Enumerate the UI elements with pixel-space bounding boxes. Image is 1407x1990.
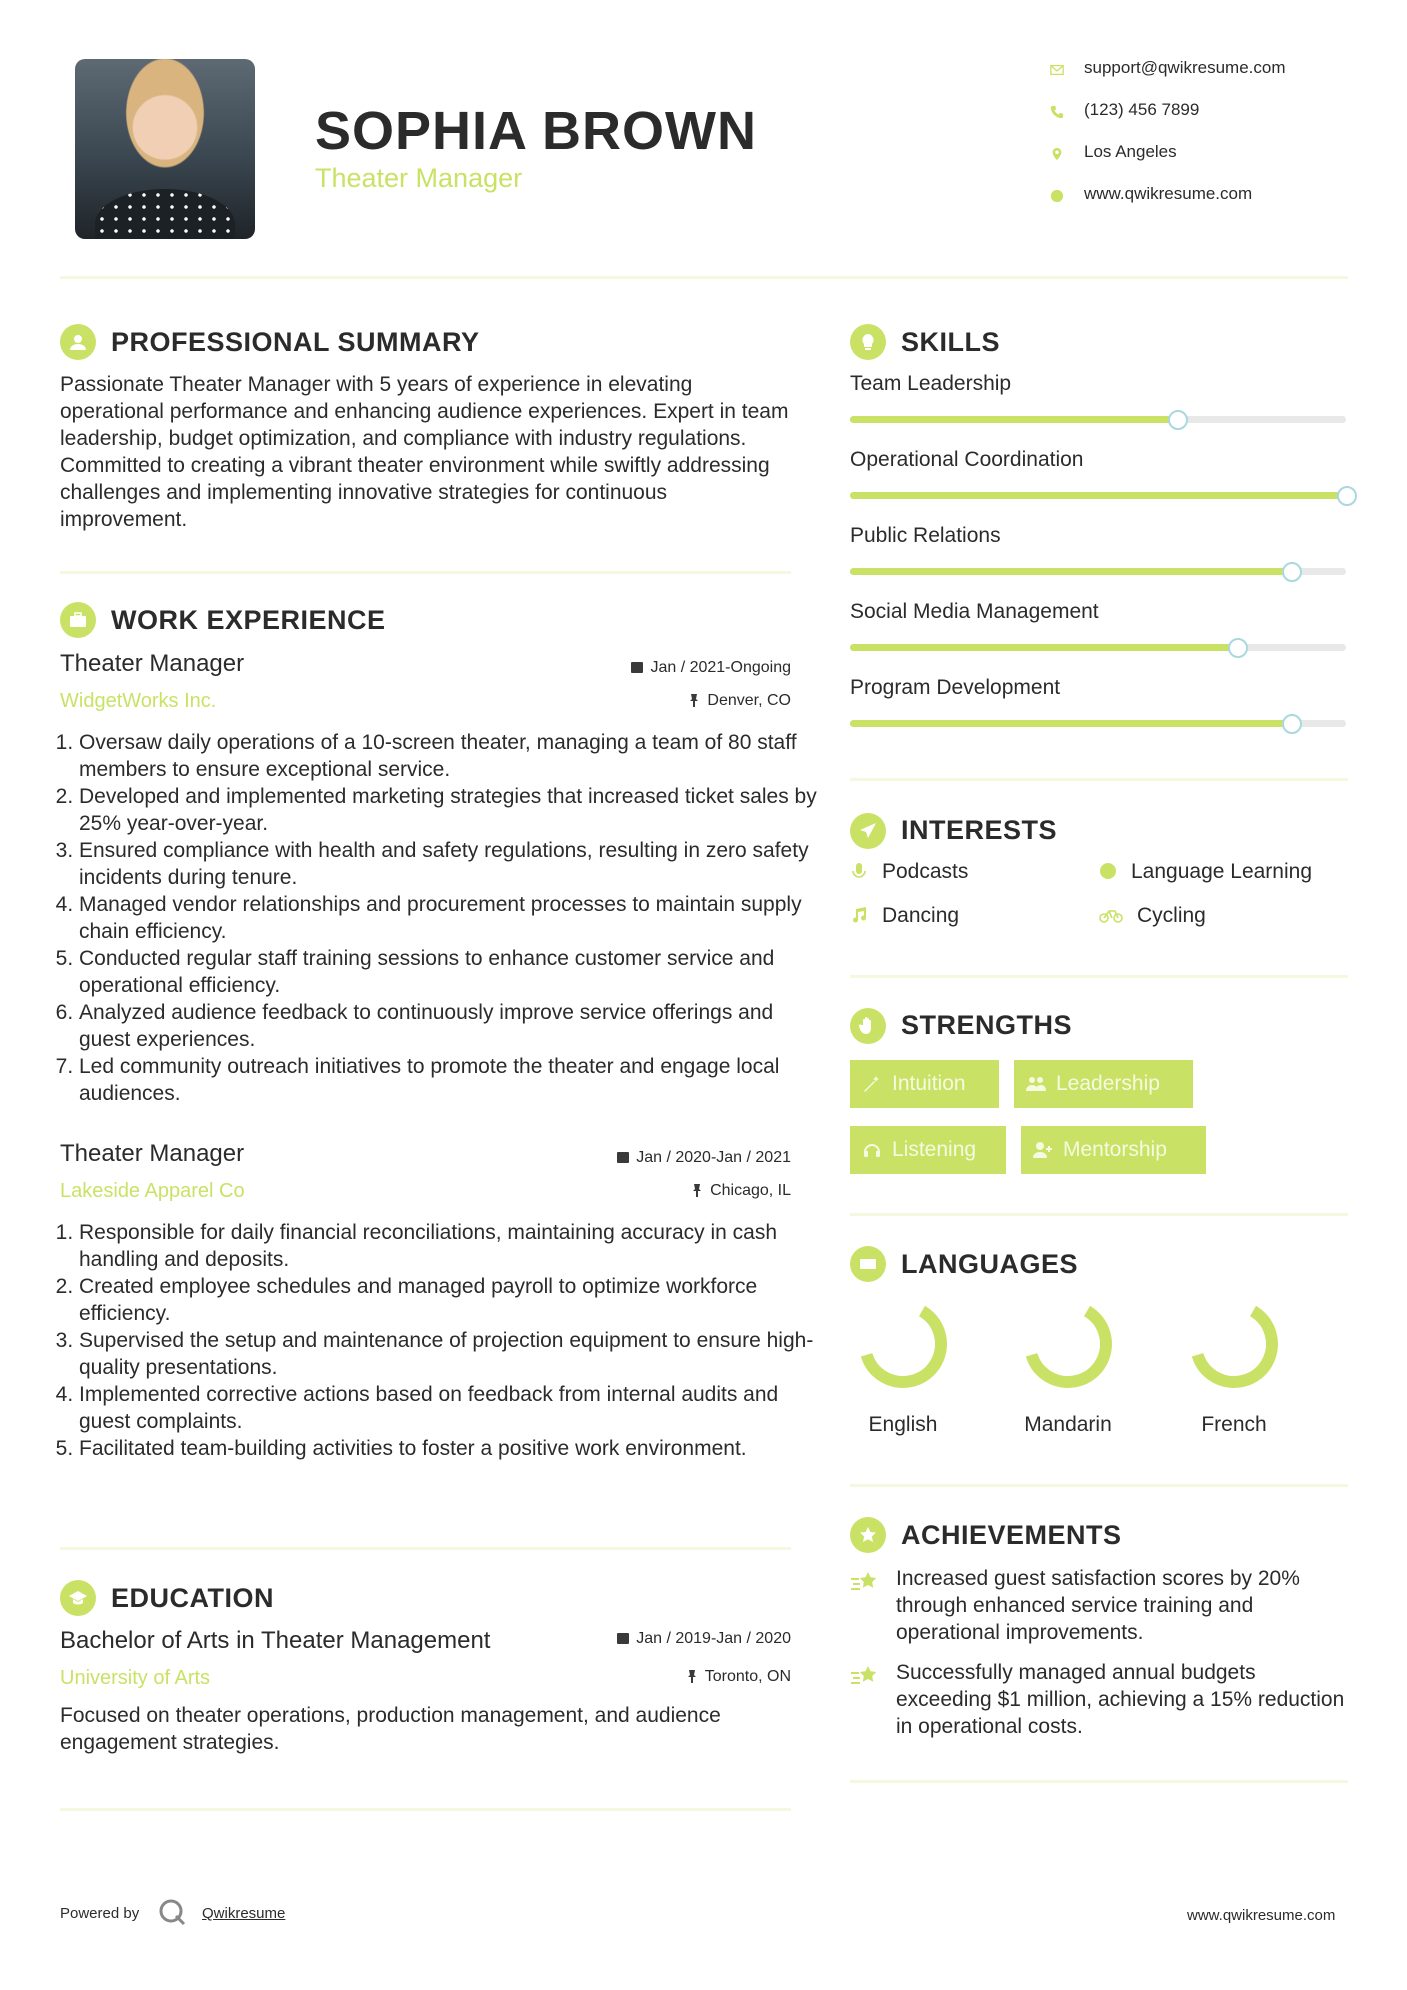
skill-label: Team Leadership [850, 372, 1012, 395]
map-pin-icon [1050, 146, 1064, 160]
strength-tag: Leadership [1014, 1060, 1193, 1108]
skill-bar-fill [850, 416, 1177, 423]
work-title: WORK EXPERIENCE [111, 605, 386, 635]
qwikresume-link[interactable] [202, 1905, 285, 1922]
language-ring [1022, 1298, 1114, 1390]
microphone-icon [850, 862, 868, 880]
interest-dancing: Dancing [850, 904, 959, 928]
shooting-star-icon [850, 1570, 880, 1594]
contact-email[interactable]: support@qwikresume.com [1050, 58, 1286, 78]
job-title: Theater Manager [60, 650, 245, 677]
contact-phone[interactable]: (123) 456 7899 [1050, 100, 1199, 120]
users-icon [1026, 1074, 1046, 1094]
language-name: French [1201, 1413, 1267, 1436]
powered-by-label: Powered by [60, 1905, 140, 1922]
job-date: Jan / 2020-Jan / 2021 [616, 1149, 791, 1167]
school-name: University of Arts [60, 1667, 211, 1689]
skill-bar-fill [850, 644, 1237, 651]
language-icon [850, 1246, 886, 1282]
bicycle-icon [1099, 906, 1123, 924]
work-divider [60, 1547, 791, 1550]
list-item: 4. Managed vendor relationships and procurement processes to maintain supply chain efficiency. [79, 891, 817, 945]
skills-divider [850, 778, 1348, 781]
languages-title: LANGUAGES [901, 1249, 1079, 1279]
pushpin-icon [685, 1669, 699, 1683]
language-item [838, 1298, 968, 1437]
calendar-icon [616, 1150, 630, 1164]
pushpin-icon [690, 1183, 704, 1197]
list-item: 3. Supervised the setup and maintenance of projection equipment to ensure high-quality presentations. [79, 1327, 817, 1381]
shooting-star-icon [850, 1664, 880, 1688]
interest-cycling: Cycling [1099, 904, 1206, 928]
list-item: 5. Conducted regular staff training sessions to enhance customer service and operational efficiency. [79, 945, 817, 999]
summary-divider [60, 571, 791, 574]
list-item: 2. Created employee schedules and managed payroll to optimize workforce efficiency. [79, 1273, 817, 1327]
skill-level-knob [1282, 714, 1302, 734]
profile-photo [75, 59, 255, 239]
pushpin-icon [687, 693, 701, 707]
skill-bar [850, 568, 1346, 575]
skill-bar-fill [850, 492, 1346, 499]
briefcase-icon [60, 602, 96, 638]
lightbulb-icon [850, 324, 886, 360]
music-icon [850, 906, 868, 924]
list-item: 4. Implemented corrective actions based on feedback from internal audits and guest complaints. [79, 1381, 817, 1435]
skill-bar [850, 492, 1346, 499]
job-title: Theater Manager [60, 1140, 245, 1167]
candidate-role: Theater Manager [315, 163, 523, 193]
strengths-divider [850, 1213, 1348, 1216]
degree-title: Bachelor of Arts in Theater Management [60, 1627, 491, 1654]
footer-website[interactable]: www.qwikresume.com [1187, 1907, 1336, 1924]
qwikresume-logo-icon [158, 1898, 186, 1926]
job-location: Chicago, IL [690, 1182, 791, 1200]
skill-bar-fill [850, 568, 1291, 575]
list-item: 6. Analyzed audience feedback to continuously improve service offerings and guest experiences. [79, 999, 817, 1053]
header-divider [60, 276, 1348, 279]
envelope-icon [1050, 62, 1064, 76]
list-item: 1. Responsible for daily financial reconciliations, maintaining accuracy in cash handling and deposits. [79, 1219, 817, 1273]
calendar-icon [616, 1631, 630, 1645]
paper-plane-icon [850, 813, 886, 849]
achievements-divider [850, 1780, 1348, 1783]
summary-text: Passionate Theater Manager with 5 years of experience in elevating operational performance and enhancing audience experiences. Expert in team leadership, budget optimization, and compliance with industry regulations. Committed to creating a vibrant theater environment while swiftly addressing challenges and implementing innovative strategies for continuous improvement. [60, 373, 789, 531]
language-ring [1188, 1298, 1280, 1390]
globe-icon [1099, 862, 1117, 880]
education-title: EDUCATION [111, 1583, 274, 1613]
skills-title: SKILLS [901, 327, 1001, 357]
contact-location: Los Angeles [1050, 142, 1177, 162]
skill-level-knob [1282, 562, 1302, 582]
user-plus-icon [1033, 1140, 1053, 1160]
skill-bar [850, 644, 1346, 651]
language-item [1003, 1298, 1133, 1437]
headphones-icon [862, 1140, 882, 1160]
interests-divider [850, 975, 1348, 978]
star-badge-icon [850, 1517, 886, 1553]
phone-icon [1050, 104, 1064, 118]
contact-website[interactable]: www.qwikresume.com [1050, 184, 1252, 204]
achievement-item: Increased guest satisfaction scores by 20% through enhanced service training and operational improvements. [896, 1567, 1300, 1644]
list-item: 5. Facilitated team-building activities to foster a positive work environment. [79, 1435, 817, 1462]
skill-level-knob [1168, 410, 1188, 430]
company-name: Lakeside Apparel Co [60, 1180, 245, 1202]
skill-bar [850, 416, 1346, 423]
language-name: Mandarin [1024, 1413, 1112, 1436]
achievement-item: Successfully managed annual budgets exceeding $1 million, achieving a 15% reduction in operational costs. [896, 1661, 1345, 1738]
job-task-list [60, 729, 817, 1107]
skill-bar-fill [850, 720, 1291, 727]
magic-wand-icon [862, 1074, 882, 1094]
skill-bar [850, 720, 1346, 727]
list-item: 2. Developed and implemented marketing strategies that increased ticket sales by 25% year-over-year. [79, 783, 817, 837]
strength-tag: Intuition [850, 1060, 999, 1108]
strengths-title: STRENGTHS [901, 1010, 1073, 1040]
list-item: 3. Ensured compliance with health and safety regulations, resulting in zero safety incidents during tenure. [79, 837, 817, 891]
candidate-name: SOPHIA BROWN [315, 101, 757, 161]
job-task-list [60, 1219, 817, 1462]
interest-language-learning: Language Learning [1099, 860, 1312, 884]
skill-level-knob [1337, 486, 1357, 506]
strength-tag: Mentorship [1021, 1126, 1206, 1174]
globe-icon [1050, 188, 1064, 202]
summary-title: PROFESSIONAL SUMMARY [111, 327, 480, 357]
skill-level-knob [1228, 638, 1248, 658]
calendar-icon [630, 660, 644, 674]
strength-tag: Listening [850, 1126, 1006, 1174]
language-ring [857, 1298, 949, 1390]
job-location: Denver, CO [687, 692, 791, 710]
job-date: Jan / 2021-Ongoing [630, 659, 791, 677]
skill-label: Operational Coordination [850, 448, 1084, 471]
interests-title: INTERESTS [901, 815, 1058, 845]
company-name: WidgetWorks Inc. [60, 690, 217, 712]
interest-podcasts: Podcasts [850, 860, 968, 884]
education-date: Jan / 2019-Jan / 2020 [616, 1630, 791, 1648]
graduation-icon [60, 1580, 96, 1616]
hand-icon [850, 1008, 886, 1044]
user-icon [60, 324, 96, 360]
list-item: 7. Led community outreach initiatives to promote the theater and engage local audiences. [79, 1053, 817, 1107]
education-location: Toronto, ON [685, 1668, 791, 1686]
languages-divider [850, 1484, 1348, 1487]
education-divider [60, 1808, 791, 1811]
list-item: 1. Oversaw daily operations of a 10-screen theater, managing a team of 80 staff members to ensure exceptional service. [79, 729, 817, 783]
qwikresume-link-text[interactable]: Qwikresume [202, 1905, 286, 1922]
skill-label: Public Relations [850, 524, 1001, 547]
language-name: English [868, 1413, 938, 1436]
language-item [1169, 1298, 1299, 1437]
achievements-title: ACHIEVEMENTS [901, 1520, 1122, 1550]
skill-label: Program Development [850, 676, 1061, 699]
education-text: Focused on theater operations, production management, and audience engagement strategies. [60, 1704, 721, 1754]
skill-label: Social Media Management [850, 600, 1099, 623]
